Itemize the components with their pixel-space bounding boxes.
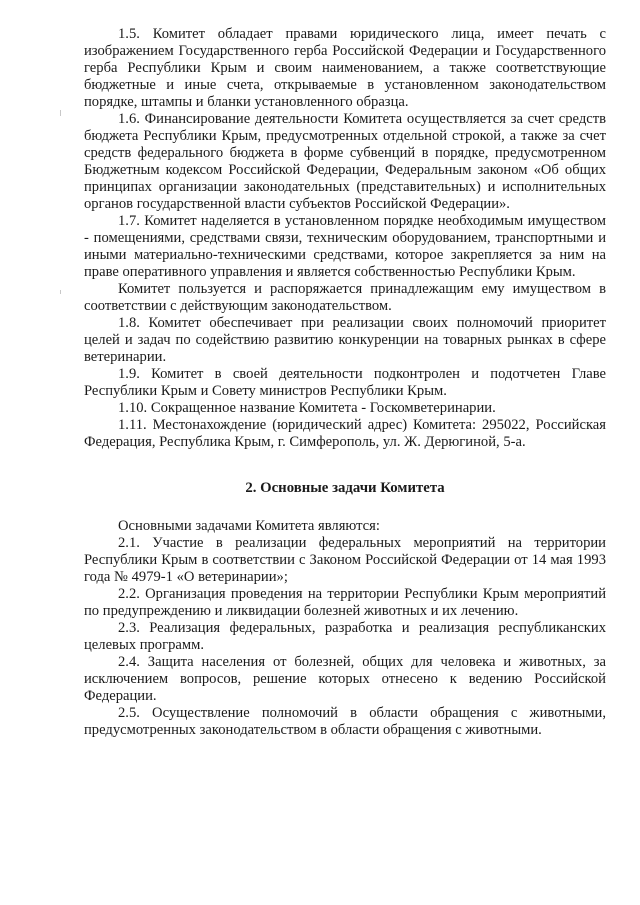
paragraph-2-1: 2.1. Участие в реализации федеральных мероприятий на территории Республики Крым в соответствии с Законом Российской Федерации от 14 мая 1993 года № 4979-1 «О ветеринарии»; (84, 535, 606, 585)
paragraph-1-7: 1.7. Комитет наделяется в установленном порядке необходимым имуществом - помещениями, средствами связи, техническим оборудованием, транспортными и иными материально-техническими средствами, которое закрепляется за ним на праве оперативного управления и является собственностью Республики Крым. (84, 213, 606, 280)
paragraph-tasks-intro: Основными задачами Комитета являются: (118, 518, 380, 534)
scan-margin-mark-bottom (60, 290, 61, 294)
paragraph-2-4: 2.4. Защита населения от болезней, общих для человека и животных, за исключением вопросов, решение которых отнесено к ведению Российской Федерации. (84, 654, 606, 704)
paragraph-1-10: 1.10. Сокращенное название Комитета - Госкомветеринарии. (118, 400, 496, 416)
scan-margin-mark-top (60, 110, 61, 116)
paragraph-2-5: 2.5. Осуществление полномочий в области обращения с животными, предусмотренных законодательством в области обращения с животными. (84, 705, 606, 738)
paragraph-1-6: 1.6. Финансирование деятельности Комитета осуществляется за счет средств бюджета Республики Крым, предусмотренных отдельной строкой, а также за счет средств федерального бюджета в форме субвенций в порядке, предусмотренном Бюджетным кодексом Российской Федерации, Федеральным законом «Об общих принципах организации законодательных (представительных) и исполнительных органов государственной власти субъектов Российской Федерации». (84, 111, 606, 212)
document-page (84, 26, 606, 739)
paragraph-2-2: 2.2. Организация проведения на территории Республики Крым мероприятий по предупреждению и ликвидации болезней животных и их лечению. (84, 586, 606, 619)
paragraph-1-5: 1.5. Комитет обладает правами юридического лица, имеет печать с изображением Государственного герба Российской Федерации и Государственного герба Республики Крым и своим наименованием, а также соответствующие бюджетные и иные счета, открываемые в установленном законодательством порядке, штампы и бланки установленного образца. (84, 26, 606, 110)
paragraph-1-8: 1.8. Комитет обеспечивает при реализации своих полномочий приоритет целей и задач по содействию развитию конкуренции на товарных рынках в сфере ветеринарии. (84, 315, 606, 365)
paragraph-2-3: 2.3. Реализация федеральных, разработка и реализация республиканских целевых программ. (84, 620, 606, 653)
paragraph-1-11: 1.11. Местонахождение (юридический адрес) Комитета: 295022, Российская Федерация, Республика Крым, г. Симферополь, ул. Ж. Дерюгиной, 5-а. (84, 417, 606, 450)
paragraph-1-9: 1.9. Комитет в своей деятельности подконтролен и подотчетен Главе Республики Крым и Совету министров Республики Крым. (84, 366, 606, 399)
paragraph-property-use: Комитет пользуется и распоряжается принадлежащим ему имуществом в соответствии с действующим законодательством. (84, 281, 606, 314)
section-heading: 2. Основные задачи Комитета (245, 480, 445, 496)
